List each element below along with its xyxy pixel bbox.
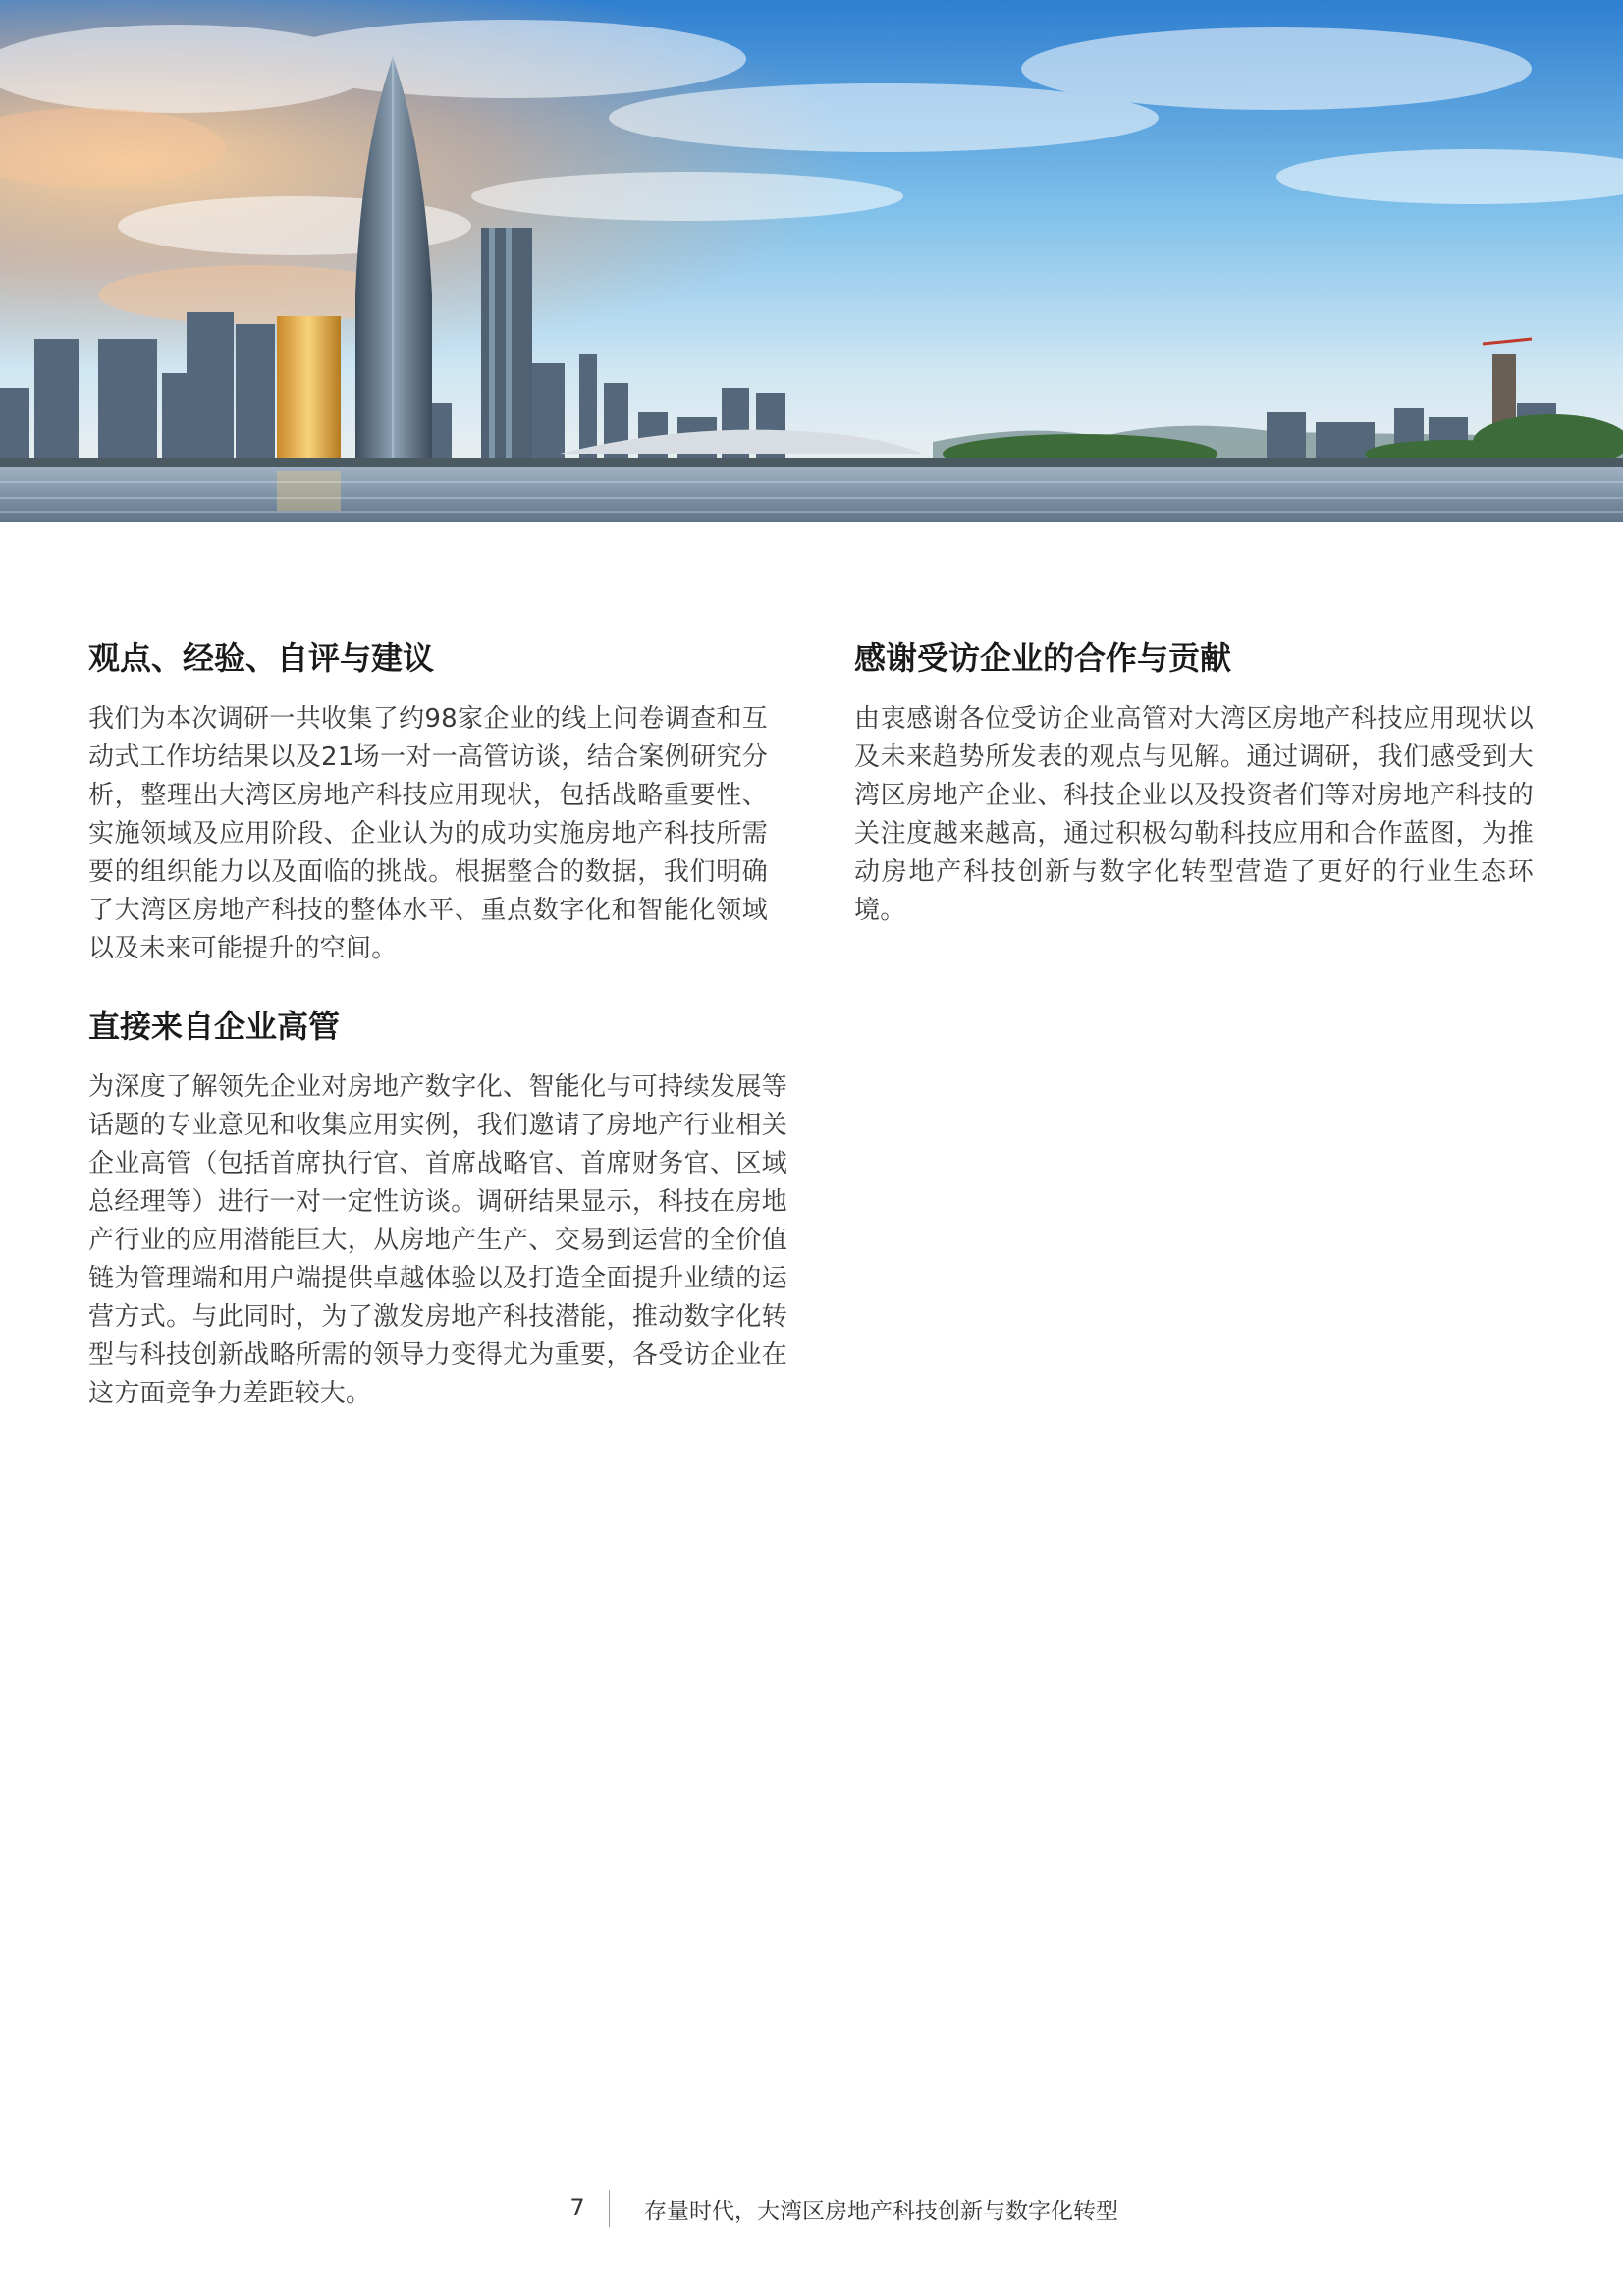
page-number: 7 <box>569 2194 585 2221</box>
footer-divider <box>609 2190 610 2227</box>
section-heading-thanks: 感谢受访企业的合作与贡献 <box>854 639 1232 677</box>
footer-document-title: 存量时代，大湾区房地产科技创新与数字化转型 <box>644 2199 1118 2224</box>
skyline-illustration <box>0 0 1623 522</box>
page-footer <box>0 2190 1623 2229</box>
section-heading-opinions: 观点、经验、自评与建议 <box>88 639 435 677</box>
section-heading-executives: 直接来自企业高管 <box>88 1008 341 1045</box>
section-body-thanks: 由衷感谢各位受访企业高管对大湾区房地产科技应用现状以及未来趋势所发表的观点与见解。通过调研，我们感受到大湾区房地产企业、科技企业以及投资者们等对房地产科技的关注度越来越高，通过积极勾勒科技应用和合作蓝图，为推动房地产科技创新与数字化转型营造了更好的行业生态环境。 <box>854 704 1534 925</box>
section-body-executives: 为深度了解领先企业对房地产数字化、智能化与可持续发展等话题的专业意见和收集应用实例，我们邀请了房地产行业相关企业高管（包括首席执行官、首席战略官、首席财务官、区域总经理等）进行一对一定性访谈。调研结果显示，科技在房地产行业的应用潜能巨大，从房地产生产、交易到运营的全价值链为管理端和用户端提供卓越体验以及打造全面提升业绩的运营方式。与此同时，为了激发房地产科技潜能，推动数字化转型与科技创新战略所需的领导力变得尤为重要，各受访企业在这方面竞争力差距较大。 <box>88 1072 787 1408</box>
section-body-opinions: 我们为本次调研一共收集了约98家企业的线上问卷调查和互动式工作坊结果以及21场一对一高管访谈，结合案例研究分析，整理出大湾区房地产科技应用现状，包括战略重要性、实施领域及应用阶段、企业认为的成功实施房地产科技所需要的组织能力以及面临的挑战。根据整合的数据，我们明确了大湾区房地产科技的整体水平、重点数字化和智能化领域以及未来可能提升的空间。 <box>88 704 768 963</box>
hero-skyline-image <box>0 0 1623 522</box>
